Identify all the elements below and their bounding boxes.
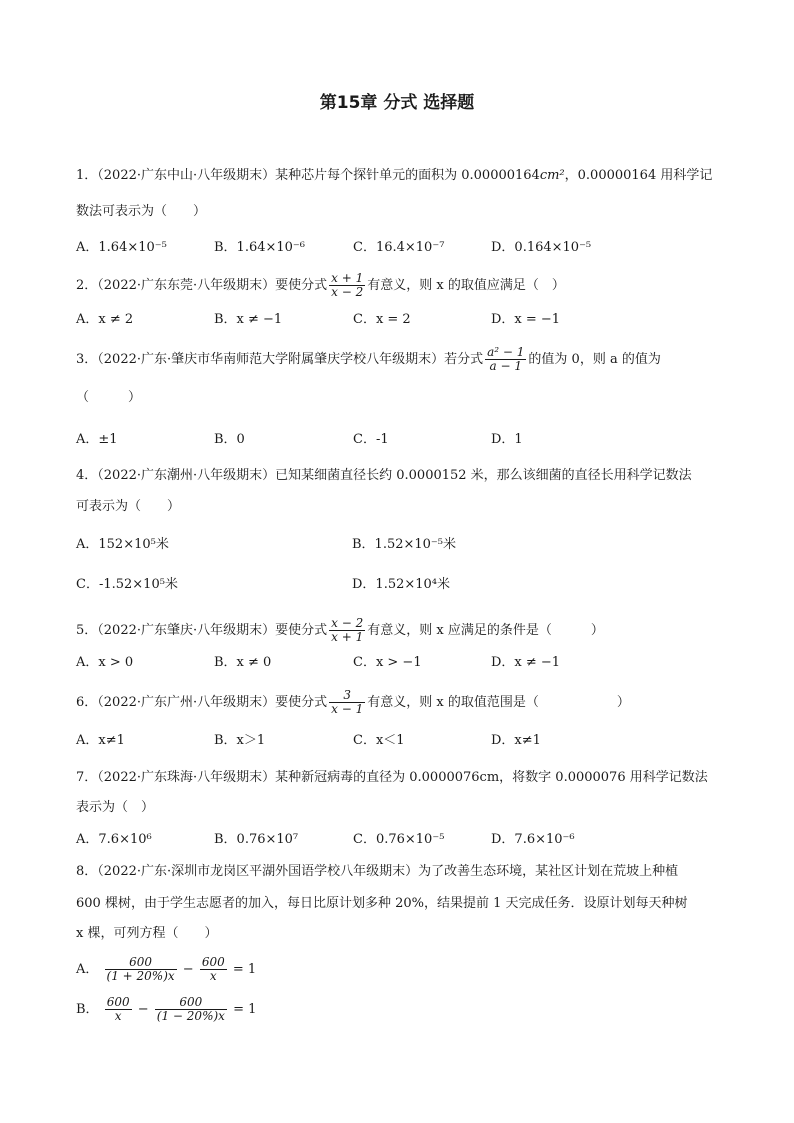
question-7-line2: 表示为（ ） [76,800,155,815]
q2-option-c: C．x = 2 [353,312,411,327]
question-8-line3: x 棵，可列方程（ ） [76,926,218,941]
q6-option-b: B．x＞1 [214,733,266,748]
question-2-line1: 2．（2022·广东东莞·八年级期末）要使分式 $\frac{x + 1}{x - 2}$ 有意义，则 x 的取值应满足（ ） [76,271,565,299]
q3-fraction: $\frac{\text{a² − 1}}{a - 1}$ [487,345,525,373]
q5-fraction: $\frac{x - 2}{x + 1}$ [331,616,364,644]
q4-option-d: D．1.52×10⁴米 [352,577,451,592]
q1-option-a: A．1.64×10⁻⁵ [76,240,167,255]
q5-option-d: D．x ≠ −1 [491,655,561,670]
q3-option-a: A．±1 [76,432,118,447]
question-8-line2: 600 棵树，由于学生志愿者的加入，每日比原计划多种 20%，结果提前 1 天完成任务．设原计划每天种树 [76,896,688,911]
question-7-line1: 7．（2022·广东珠海·八年级期末）某种新冠病毒的直径为 0.0000076cm，将数字 0.0000076 用科学记数法 [76,770,708,785]
q7-option-a: A．7.6×10⁶ [76,832,152,847]
q7-option-b: B．0.76×10⁷ [214,832,299,847]
q3-option-c: C．-1 [353,432,389,447]
q8-option-b: B． $\frac{600}{x}$ − $\frac{600}{(1 - 20\%)x}$ = 1 [76,995,257,1023]
q2-option-a: A．x ≠ 2 [76,312,134,327]
q6-option-c: C．x＜1 [353,733,405,748]
q5-option-c: C．x > −1 [353,655,422,670]
q8-option-a: A． $\frac{600}{(1 + 20\%)x}$ − $\frac{600}{x}$ = 1 [76,955,257,983]
question-3-line2: （ ） [76,390,142,405]
question-4-line1: 4．（2022·广东潮州·八年级期末）已知某细菌直径长约 0.0000152 米，那么该细菌的直径长用科学记数法 [76,468,692,483]
q7-option-c: C．0.76×10⁻⁵ [353,832,445,847]
q1-option-d: D．0.164×10⁻⁵ [491,240,592,255]
question-8-line1: 8．（2022·广东·深圳市龙岗区平湖外国语学校八年级期末）为了改善生态环境，某社区计划在荒坡上种植 [76,864,679,879]
question-1-line2: 数法可表示为（ ） [76,204,207,219]
q6-option-d: D．x≠1 [491,733,541,748]
q1-option-b: B．1.64×10⁻⁶ [214,240,306,255]
q2-option-d: D．x = −1 [491,312,561,327]
q6-option-a: A．x≠1 [76,733,125,748]
q5-option-a: A．x > 0 [76,655,134,670]
q3-option-d: D．1 [491,432,523,447]
question-4-line2: 可表示为（ ） [76,499,181,514]
question-6-line1: 6．（2022·广东广州·八年级期末）要使分式 $\frac{3}{x - 1}$ 有意义，则 x 的取值范围是（ ） [76,688,630,716]
q7-option-d: D．7.6×10⁻⁶ [491,832,575,847]
q4-option-c: C．-1.52×10⁵米 [76,577,178,592]
question-1-line1: 1．（2022·广东中山·八年级期末）某种芯片每个探针单元的面积为 0.00000164cm²，0.00000164 用科学记 [76,168,713,183]
q2-fraction: $\frac{x + 1}{x - 2}$ [331,271,364,299]
q1-option-c: C．16.4×10⁻⁷ [353,240,445,255]
q2-option-b: B．x ≠ −1 [214,312,283,327]
question-5-line1: 5．（2022·广东肇庆·八年级期末）要使分式 $\frac{x - 2}{x + 1}$ 有意义，则 x 应满足的条件是（ ） [76,616,604,644]
q4-option-b: B．1.52×10⁻⁵米 [352,537,457,552]
q3-option-b: B．0 [214,432,245,447]
q6-fraction: $\frac{3}{x - 1}$ [331,688,364,716]
page-title: 第15章 分式 选择题 [319,93,475,113]
q5-option-b: B．x ≠ 0 [214,655,272,670]
question-3-line1: 3．（2022·广东·肇庆市华南师范大学附属肇庆学校八年级期末）若分式 $\frac{\text{a² − 1}}{a - 1}$ 的值为 0，则 a 的值为 [76,345,661,373]
q4-option-a: A．152×10⁵米 [76,537,169,552]
